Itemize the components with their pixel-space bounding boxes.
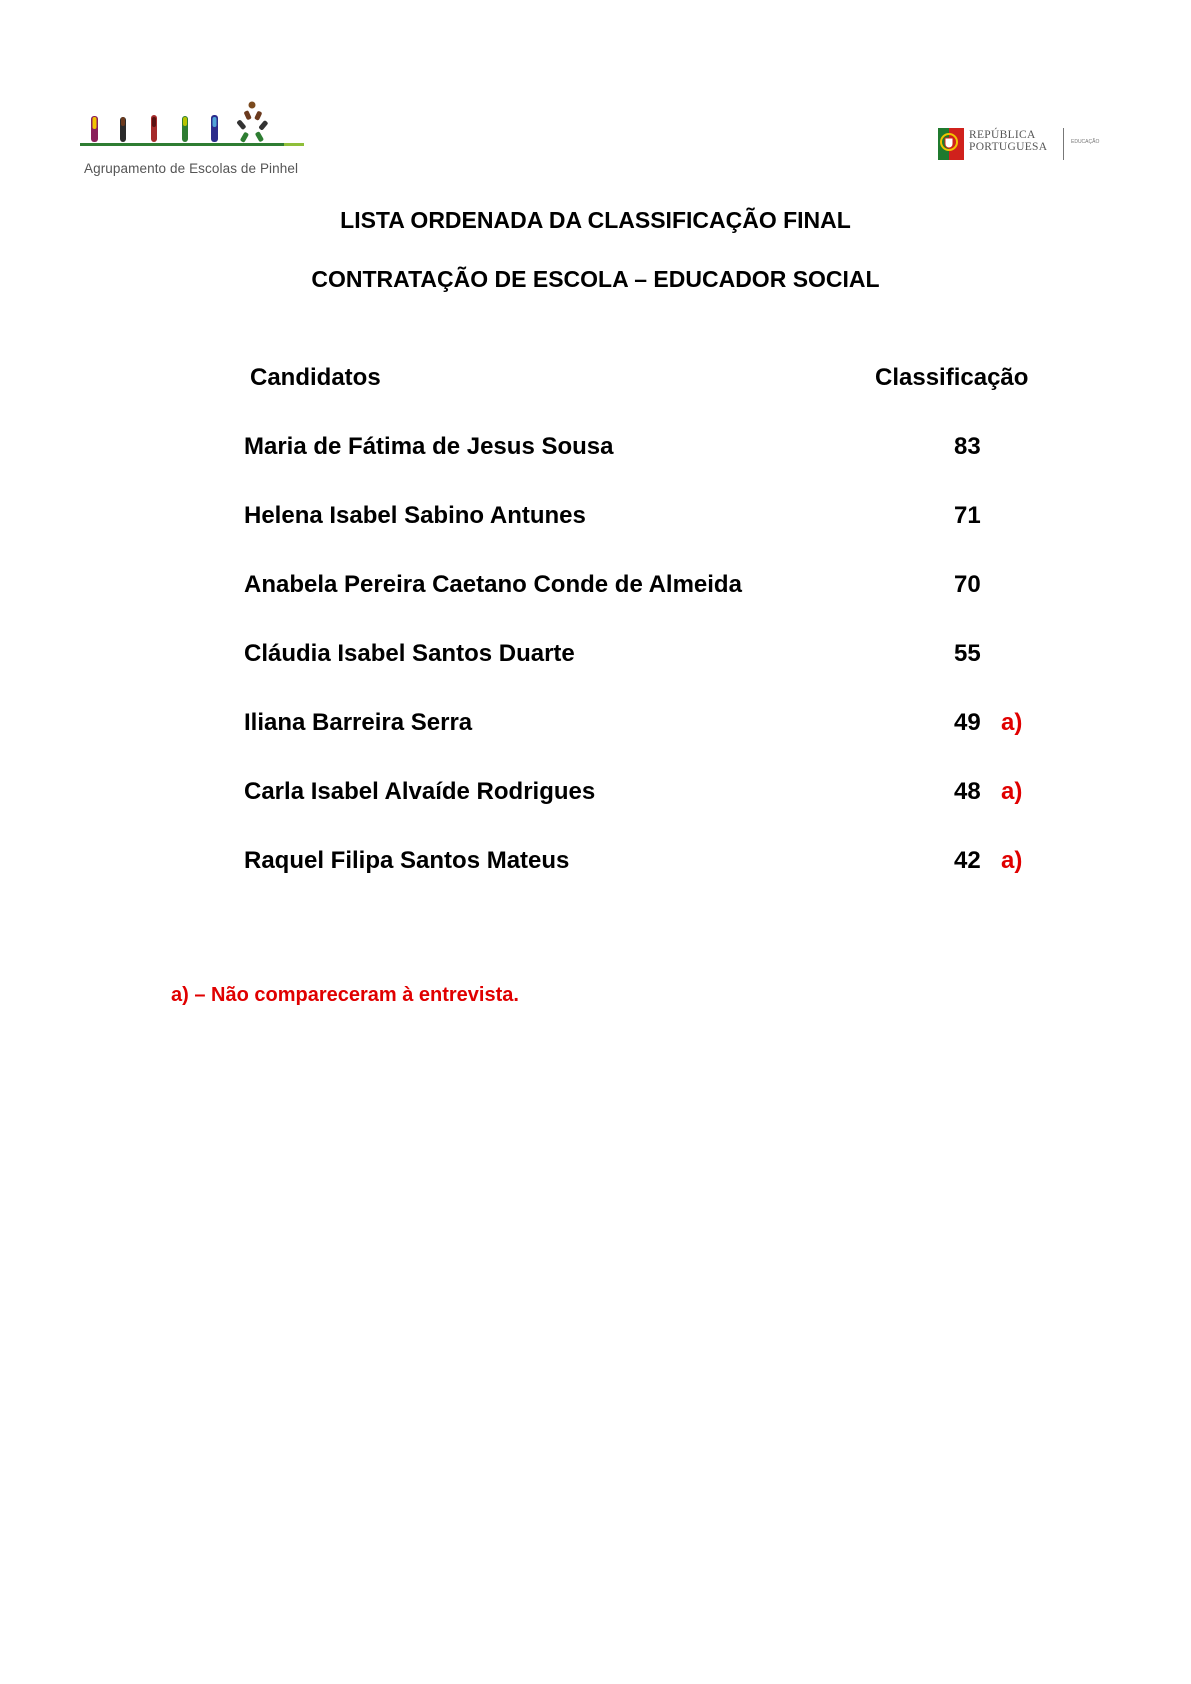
table-row <box>0 847 1191 881</box>
candidate-name: Carla Isabel Alvaíde Rodrigues <box>244 778 596 805</box>
candidate-note: a) <box>1001 778 1023 805</box>
portugal-shield-icon <box>936 126 966 162</box>
candidate-note: a) <box>1001 847 1023 874</box>
document-subtitle: CONTRATAÇÃO DE ESCOLA – EDUCADOR SOCIAL <box>311 266 880 292</box>
candidate-score: 55 <box>954 640 981 667</box>
candidate-note: a) <box>1001 709 1023 736</box>
column-header-candidates: Candidatos <box>250 364 381 391</box>
candidate-score: 42 <box>954 847 981 874</box>
candidate-score: 70 <box>954 571 981 598</box>
document-title: LISTA ORDENADA DA CLASSIFICAÇÃO FINAL <box>340 207 851 233</box>
table-row <box>0 433 1191 467</box>
candidate-name: Helena Isabel Sabino Antunes <box>244 502 586 529</box>
candidate-score: 83 <box>954 433 981 460</box>
table-row <box>0 640 1191 674</box>
candidate-name: Anabela Pereira Caetano Conde de Almeida <box>244 571 742 598</box>
candidate-name: Raquel Filipa Santos Mateus <box>244 847 570 874</box>
republic-logo-text: REPÚBLICA PORTUGUESA <box>969 129 1048 153</box>
candidate-score: 71 <box>954 502 981 529</box>
candidate-score: 49 <box>954 709 981 736</box>
candidate-name: Maria de Fátima de Jesus Sousa <box>244 433 614 460</box>
candidate-score: 48 <box>954 778 981 805</box>
school-logo-caption: Agrupamento de Escolas de Pinhel <box>84 161 299 176</box>
table-row <box>0 709 1191 743</box>
table-row <box>0 571 1191 605</box>
candidate-name: Iliana Barreira Serra <box>244 709 473 736</box>
column-header-classification: Classificação <box>875 364 1029 391</box>
logo-divider <box>1063 128 1064 160</box>
school-logo <box>80 100 306 180</box>
republic-logo <box>936 126 1116 166</box>
table-row <box>0 502 1191 536</box>
school-logo-graphic <box>80 100 306 162</box>
ministry-label: EDUCAÇÃO <box>1071 139 1100 145</box>
candidate-name: Cláudia Isabel Santos Duarte <box>244 640 575 667</box>
table-row <box>0 778 1191 812</box>
footnote: a) – Não compareceram à entrevista. <box>171 984 519 1006</box>
